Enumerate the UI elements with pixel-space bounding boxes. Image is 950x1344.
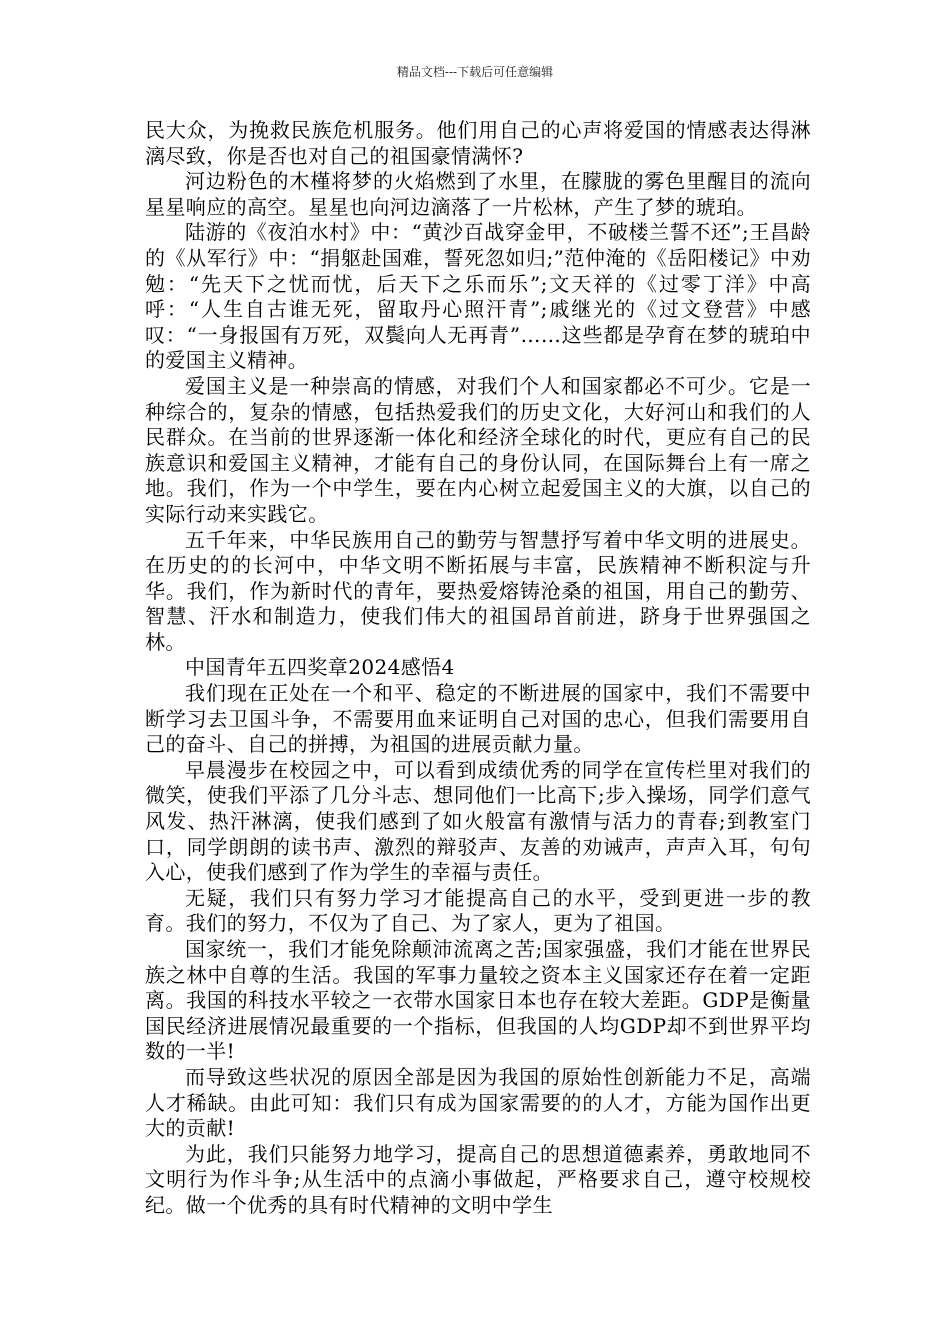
paragraph: 为此，我们只能努力地学习，提高自己的思想道德素养，勇敢地同不文明行为作斗争;从生活中的点滴小事做起，严格要求自己，遵守校规校纪。做一个优秀的具有时代精神的文明中学生 <box>145 1141 811 1217</box>
paragraph: 陆游的《夜泊水村》中：“黄沙百战穿金甲，不破楼兰誓不还”;王昌龄的《从军行》中：“捐躯赴国难，誓死忽如归;”范仲淹的《岳阳楼记》中劝勉：“先天下之忧而忧，后天下之乐而乐”;文天祥的《过零丁洋》中高呼：“人生自古谁无死，留取丹心照汗青”;戚继光的《过文登营》中感叹：“一身报国有万死，双鬓向人无再青”……这些都是孕育在梦的琥珀中的爱国主义精神。 <box>145 220 811 373</box>
paragraph: 早晨漫步在校园之中，可以看到成绩优秀的同学在宣传栏里对我们的微笑，使我们平添了几分斗志、想同他们一比高下;步入操场，同学们意气风发、热汗淋漓，使我们感到了如火般富有激情与活力的青春;到教室门口，同学朗朗的读书声、激烈的辩驳声、友善的劝诫声，声声入耳，句句入心，使我们感到了作为学生的幸福与责任。 <box>145 757 811 885</box>
paragraph: 河边粉色的木槿将梦的火焰燃到了水里，在朦胧的雾色里醒目的流向星星响应的高空。星星也向河边滴落了一片松林，产生了梦的琥珀。 <box>145 169 811 219</box>
paragraph: 五千年来，中华民族用自己的勤劳与智慧抒写着中华文明的进展史。在历史的的长河中，中华文明不断拓展与丰富，民族精神不断积淀与升华。我们，作为新时代的青年，要热爱熔铸沧桑的祖国，用自己的勤劳、智慧、汗水和制造力，使我们伟大的祖国昂首前进，跻身于世界强国之林。 <box>145 527 811 654</box>
paragraph: 无疑，我们只有努力学习才能提高自己的水平，受到更进一步的教育。我们的努力，不仅为了自己、为了家人，更为了祖国。 <box>145 885 811 936</box>
paragraph: 而导致这些状况的原因全部是因为我国的原始性创新能力不足，高端人才稀缺。由此可知：我们只有成为国家需要的的人才，方能为国作出更大的贡献! <box>145 1064 811 1141</box>
page-header: 精品文档---下载后可任意编辑 <box>396 65 554 79</box>
document-body <box>145 118 811 1219</box>
paragraph: 民大众，为挽救民族危机服务。他们用自己的心声将爱国的情感表达得淋漓尽致，你是否也对自己的祖国豪情满怀? <box>145 118 811 168</box>
paragraph: 国家统一，我们才能免除颠沛流离之苦;国家强盛，我们才能在世界民族之林中自尊的生活。我国的军事力量较之资本主义国家还存在着一定距离。我国的科技水平较之一衣带水国家日本也存在较大差距。GDP是衡量国民经济进展情况最重要的一个指标，但我国的人均GDP却不到世界平均数的一半! <box>145 937 811 1064</box>
section-heading: 中国青年五四奖章2024感悟4 <box>185 655 455 680</box>
paragraph: 爱国主义是一种崇高的情感，对我们个人和国家都必不可少。它是一种综合的，复杂的情感，包括热爱我们的历史文化，大好河山和我们的人民群众。在当前的世界逐渐一体化和经济全球化的时代，更应有自己的民族意识和爱国主义精神，才能有自己的身份认同，在国际舞台上有一席之地。我们，作为一个中学生，要在内心树立起爱国主义的大旗，以自己的实际行动来实践它。 <box>145 373 811 526</box>
paragraph: 我们现在正处在一个和平、稳定的不断进展的国家中，我们不需要中断学习去卫国斗争，不需要用血来证明自己对国的忠心，但我们需要用自己的奋斗、自己的拼搏，为祖国的进展贡献力量。 <box>145 681 811 757</box>
